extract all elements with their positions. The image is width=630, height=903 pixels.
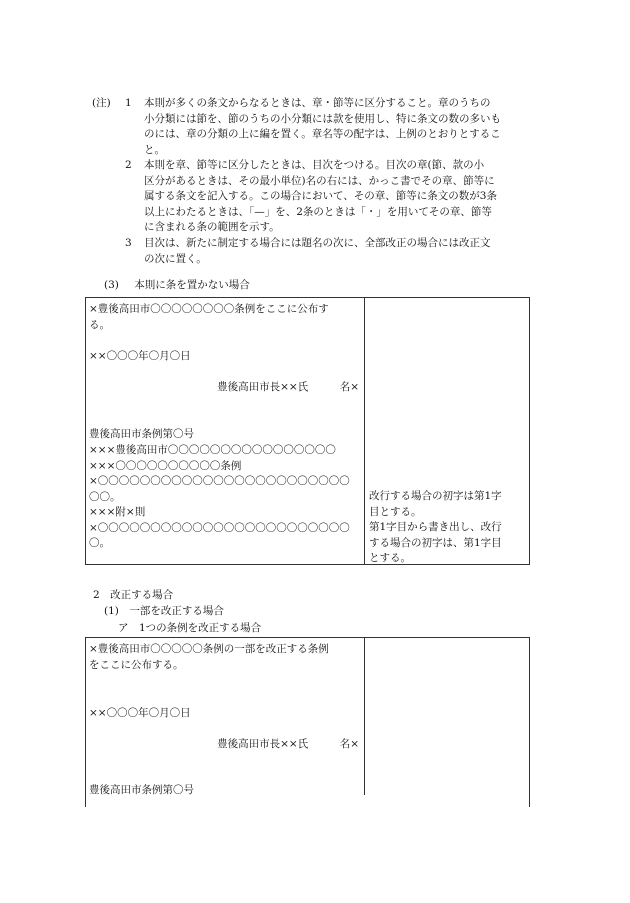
promulgation-text [89, 302, 361, 333]
annotation-note [369, 489, 529, 567]
ordinance-number: 豊後高田市条例第〇号 [89, 784, 194, 796]
text-line: ×××附×則 [89, 506, 146, 518]
note-number: 3 [125, 237, 132, 249]
mayor-signature: 豊後高田市長××氏 名× [217, 381, 359, 393]
note-number: 1 [125, 97, 132, 109]
note-line: 区分があるときは、その最小単位)名の右には、かっこ書でその章、節等に [144, 174, 495, 187]
ordinance-number: 豊後高田市条例第〇号 [89, 428, 194, 440]
section-number: (3) [104, 279, 119, 291]
note-line: と。 [144, 143, 165, 156]
note-line: の次に置く。 [144, 252, 207, 265]
note-line: 以上にわたるときは、「—」を、2条のときは「・」を用いてその章、節等 [144, 205, 492, 218]
text-line: ×〇〇〇〇〇〇〇〇〇〇〇〇〇〇〇〇〇〇〇〇〇〇〇〇 [89, 475, 350, 487]
notes-label: (注) [92, 97, 111, 109]
text-line: する場合の初字は、第1字目 [369, 536, 502, 549]
text-line: 目とする。 [369, 505, 422, 518]
text-line: ×豊後高田市〇〇〇〇〇条例の一部を改正する条例 [89, 643, 329, 655]
table-divider [364, 637, 365, 795]
text-line: 〇〇。 [89, 490, 121, 503]
table-divider [364, 297, 365, 565]
text-line: ×豊後高田市〇〇〇〇〇〇〇〇条例をここに公布す [89, 303, 329, 315]
section-heading-2: 2 改正する場合 [93, 589, 174, 601]
text-line: ×××豊後高田市〇〇〇〇〇〇〇〇〇〇〇〇〇〇〇〇 [89, 444, 336, 456]
ordinance-body [89, 443, 364, 552]
promulgation-date: ××〇〇〇年〇月〇日 [89, 707, 191, 719]
note-text [144, 236, 539, 267]
text-line: 改行する場合の初字は第1字 [369, 490, 502, 502]
note-line: 本則を章、節等に区分したときは、目次をつける。目次の章(節、款の小 [144, 159, 485, 171]
note-line: のには、章の分類の上に編を置く。章名等の配字は、上例のとおりとするこ [144, 128, 501, 140]
section-title: 本則に条を置かない場合 [134, 279, 250, 291]
text-line: 〇。 [89, 537, 110, 549]
subsection-heading: (1) 一部を改正する場合 [104, 605, 224, 617]
section-heading-3 [104, 278, 250, 294]
note-line: 目次は、新たに制定する場合には題名の次に、全部改正の場合には改正文 [144, 237, 491, 249]
note-line: 属する条文を記入する。この場合において、その章、節等に条文の数が3条 [144, 190, 497, 202]
text-line: る。 [89, 318, 110, 331]
promulgation-date: ××〇〇〇年〇月〇日 [89, 350, 191, 362]
mayor-signature: 豊後高田市長××氏 名× [217, 738, 359, 750]
text-line: ×××〇〇〇〇〇〇〇〇〇〇条例 [89, 459, 242, 472]
note-line: 本則が多くの条文からなるときは、章・節等に区分すること。章のうちの [144, 97, 491, 109]
note-number: 2 [125, 159, 132, 171]
promulgation-text [89, 642, 361, 673]
note-line: 小分類には節を、節のうちの小分類には款を使用し、特に条文の数の多いも [144, 112, 501, 125]
note-text [144, 96, 539, 158]
subsubsection-heading: ア 1つの条例を改正する場合 [118, 622, 262, 634]
note-line: に含まれる条の範囲を示す。 [144, 221, 280, 233]
text-line: 第1字目から書き出し、改行 [369, 521, 502, 533]
text-line: ×〇〇〇〇〇〇〇〇〇〇〇〇〇〇〇〇〇〇〇〇〇〇〇〇 [89, 521, 350, 534]
text-line: をここに公布する。 [89, 658, 184, 671]
text-line: とする。 [369, 552, 411, 564]
note-text [144, 158, 539, 236]
